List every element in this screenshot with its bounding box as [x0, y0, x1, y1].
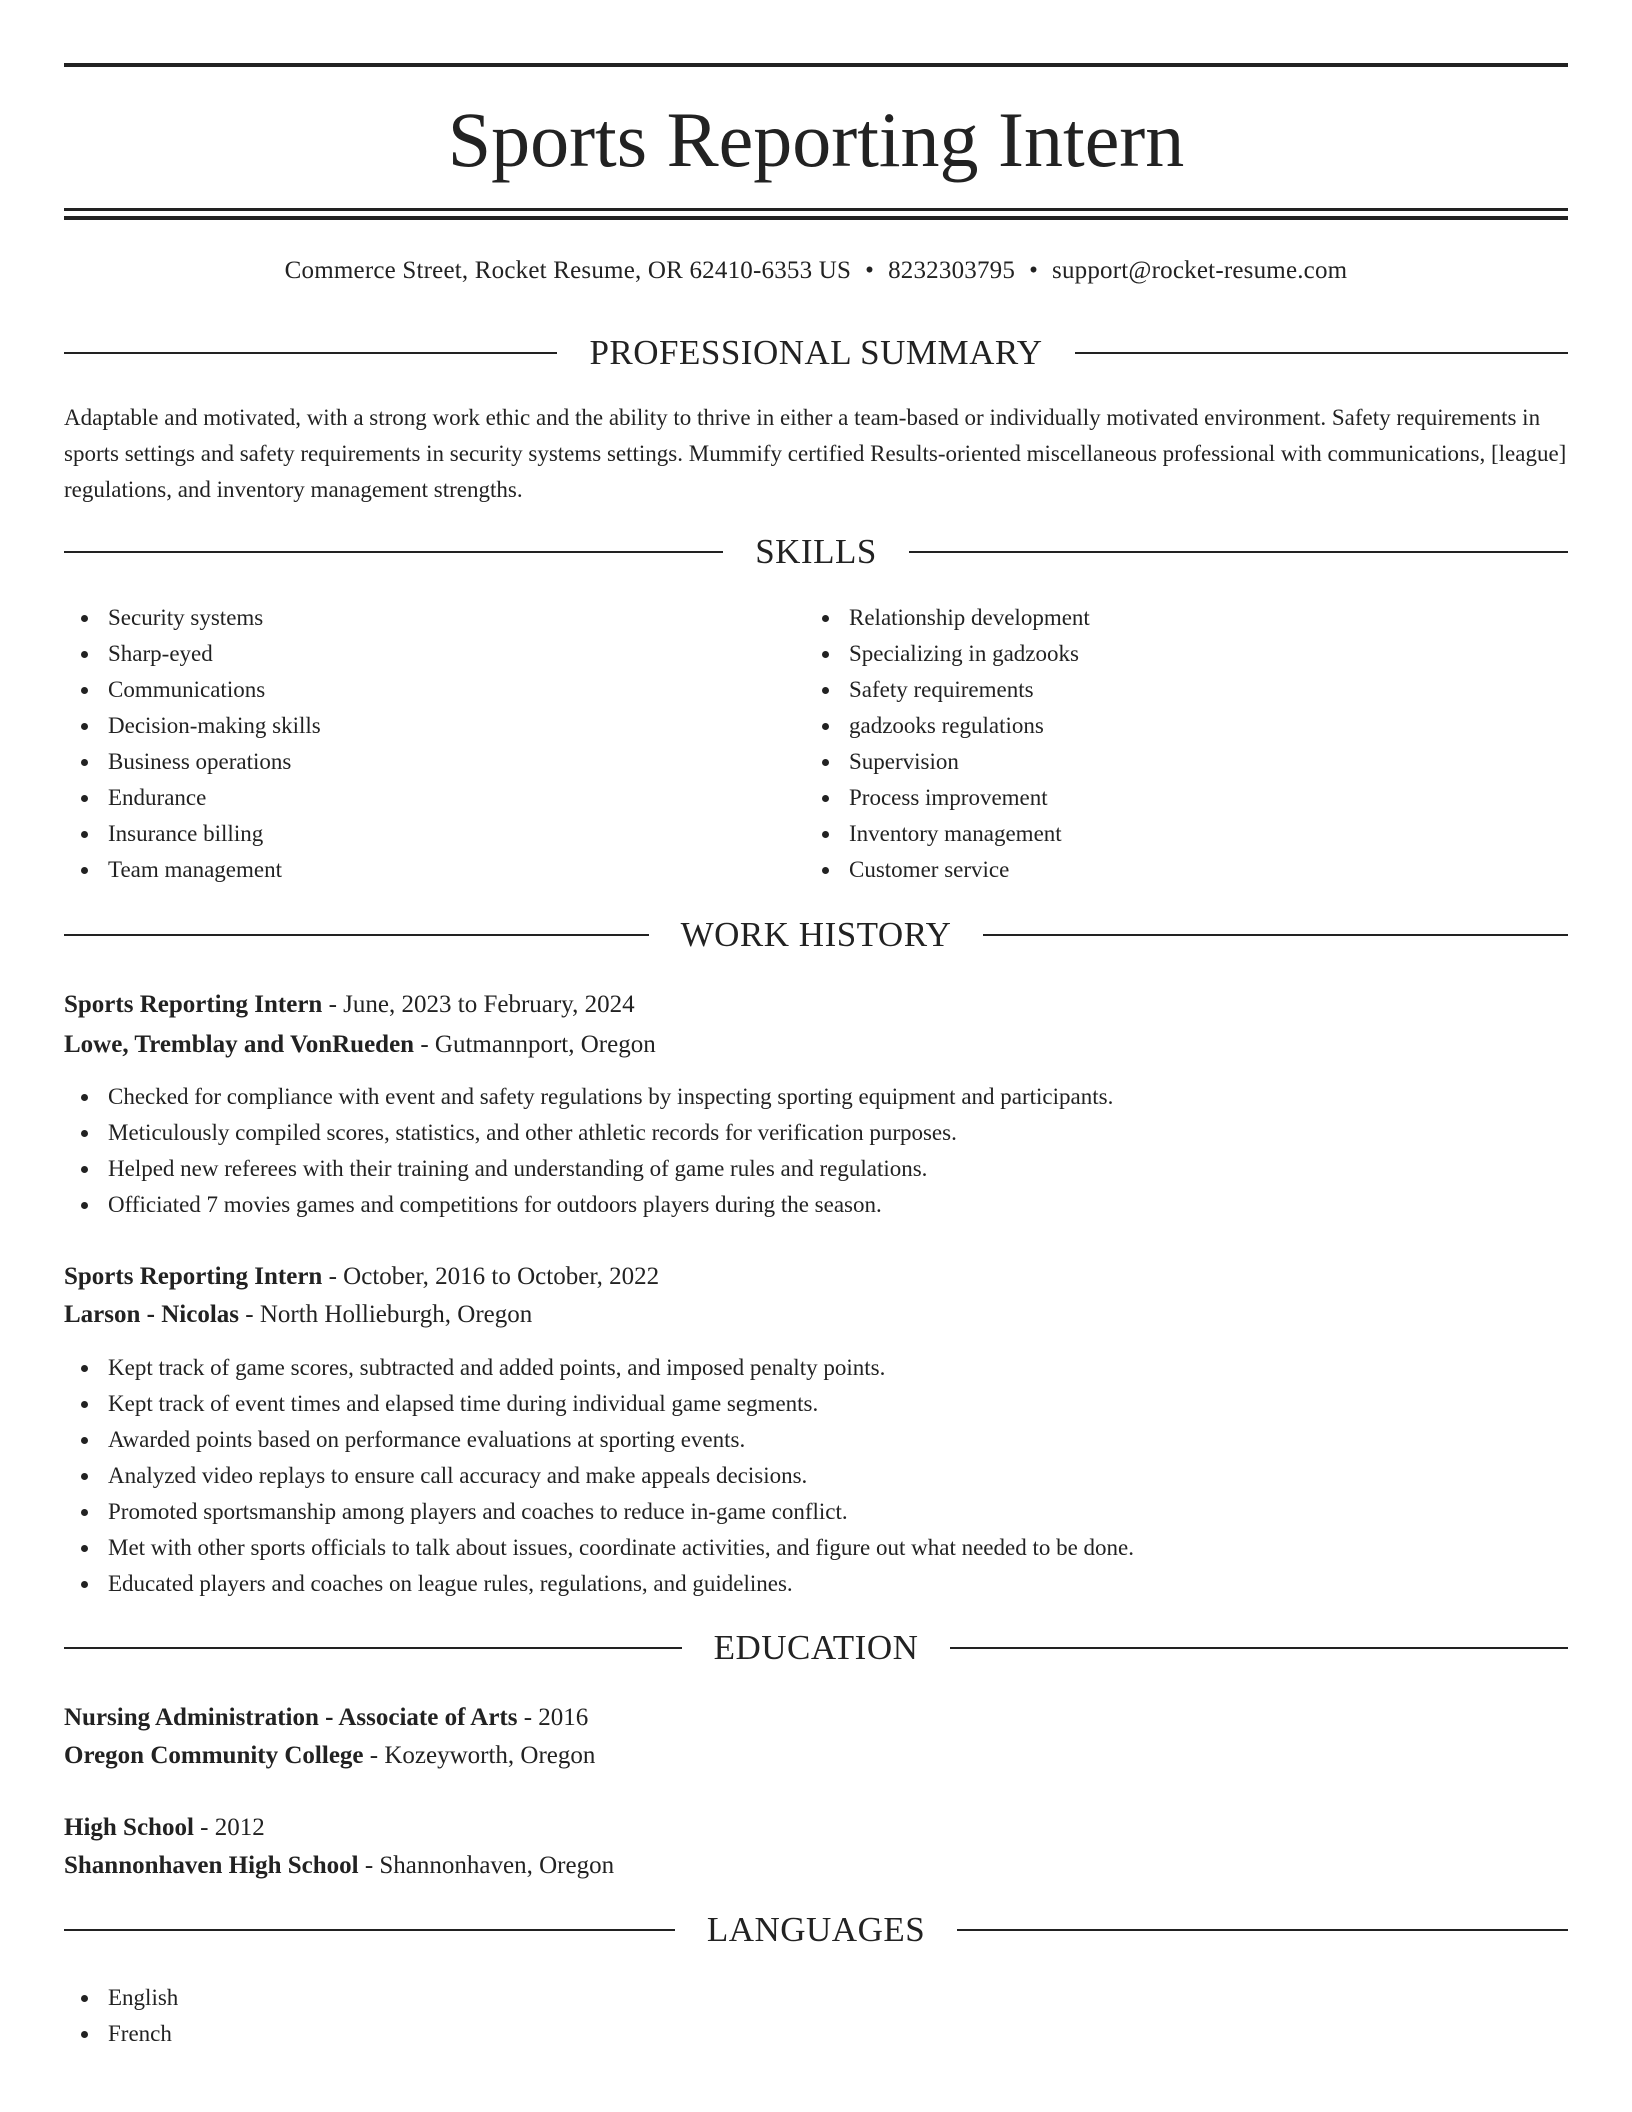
skill-item: Safety requirements: [805, 672, 1505, 708]
education-school: Oregon Community College: [64, 1742, 364, 1769]
languages-section-heading: [64, 1908, 1568, 1952]
education-location: - Kozeyworth, Oregon: [363, 1742, 596, 1769]
skills-section-heading: [64, 530, 1568, 574]
job-duty: Awarded points based on performance evaluations at sporting events.: [64, 1422, 1568, 1458]
job-title: Sports Reporting Intern: [64, 991, 323, 1018]
job-duty: Meticulously compiled scores, statistics, and other athletic records for verification purposes.: [64, 1115, 1568, 1151]
language-item: French: [64, 2016, 1568, 2052]
job-title-line: [64, 1259, 1568, 1295]
contact-phone: 8232303795: [888, 257, 1016, 284]
skill-item: Customer service: [805, 852, 1505, 888]
candidate-name: Sports Reporting Intern: [447, 96, 1185, 183]
job-title: Sports Reporting Intern: [64, 1263, 323, 1290]
job-duty: Officiated 7 movies games and competitions for outdoors players during the season.: [64, 1187, 1568, 1223]
education-degree: Nursing Administration - Associate of Arts: [64, 1704, 518, 1731]
job-duty: Promoted sportsmanship among players and coaches to reduce in-game conflict.: [64, 1494, 1568, 1530]
skill-item: Inventory management: [805, 816, 1505, 852]
skill-item: Endurance: [64, 780, 764, 816]
job-duty: Kept track of event times and elapsed time during individual game segments.: [64, 1386, 1568, 1422]
skill-item: Sharp-eyed: [64, 636, 764, 672]
languages-list: [64, 1980, 1568, 2052]
education-degree: High School: [64, 1814, 194, 1841]
contact-separator: •: [1029, 257, 1039, 284]
job-duties-list: [64, 1079, 1568, 1223]
section-title: SKILLS: [755, 532, 877, 571]
skill-item: gadzooks regulations: [805, 708, 1505, 744]
skill-item: Process improvement: [805, 780, 1505, 816]
job-location: - Gutmannport, Oregon: [414, 1031, 656, 1058]
job-duty: Analyzed video replays to ensure call accuracy and make appeals decisions.: [64, 1458, 1568, 1494]
summary-section-heading: [64, 331, 1568, 375]
top-rule: [64, 63, 1568, 67]
job-company: Larson - Nicolas: [64, 1301, 239, 1328]
education-school-line: [64, 1848, 1568, 1884]
job-company-line: [64, 1297, 1568, 1333]
job-duty: Helped new referees with their training and understanding of game rules and regulations.: [64, 1151, 1568, 1187]
job-duty: Educated players and coaches on league rules, regulations, and guidelines.: [64, 1566, 1568, 1602]
skill-item: Decision-making skills: [64, 708, 764, 744]
skill-item: Relationship development: [805, 600, 1505, 636]
work-section-heading: [64, 913, 1568, 957]
skill-item: Specializing in gadzooks: [805, 636, 1505, 672]
summary-text: Adaptable and motivated, with a strong work ethic and the ability to thrive in either a team-based or individually motivated environment. Safety requirements in sports settings and safety requirements in security systems settings. Mummify certified Results-oriented miscellaneous professional with communications, [league] regulations, and inventory management strengths.: [64, 405, 1567, 502]
skills-list-left: [64, 600, 764, 888]
contact-email: support@rocket-resume.com: [1052, 257, 1348, 284]
section-title: LANGUAGES: [706, 1910, 926, 1949]
contact-separator: •: [865, 257, 875, 284]
job-company: Lowe, Tremblay and VonRueden: [64, 1031, 415, 1058]
job-dates: - June, 2023 to February, 2024: [322, 991, 635, 1018]
skill-item: Supervision: [805, 744, 1505, 780]
language-item: English: [64, 1980, 1568, 2016]
job-duty: Kept track of game scores, subtracted and added points, and imposed penalty points.: [64, 1350, 1568, 1386]
education-year: - 2016: [517, 1704, 589, 1731]
skill-item: Insurance billing: [64, 816, 764, 852]
education-degree-line: [64, 1700, 1568, 1736]
job-duties-list: [64, 1350, 1568, 1602]
section-title: WORK HISTORY: [680, 915, 952, 954]
skill-item: Team management: [64, 852, 764, 888]
job-location: - North Hollieburgh, Oregon: [239, 1301, 533, 1328]
contact-address: Commerce Street, Rocket Resume, OR 62410-6353 US: [284, 257, 852, 284]
job-duty: Checked for compliance with event and safety regulations by inspecting sporting equipment and participants.: [64, 1079, 1568, 1115]
education-school-line: [64, 1738, 1568, 1774]
header-double-rule: [64, 208, 1568, 220]
education-location: - Shannonhaven, Oregon: [358, 1852, 615, 1879]
job-dates: - October, 2016 to October, 2022: [322, 1263, 660, 1290]
section-title: PROFESSIONAL SUMMARY: [589, 333, 1043, 372]
section-title: EDUCATION: [713, 1628, 919, 1667]
job-duty: Met with other sports officials to talk about issues, coordinate activities, and figure out what needed to be done.: [64, 1530, 1568, 1566]
job-company-line: [64, 1027, 1568, 1063]
job-title-line: [64, 987, 1568, 1023]
education-school: Shannonhaven High School: [64, 1852, 359, 1879]
education-degree-line: [64, 1810, 1568, 1846]
skill-item: Security systems: [64, 600, 764, 636]
contact-line: [64, 254, 1568, 288]
education-year: - 2012: [193, 1814, 265, 1841]
skill-item: Business operations: [64, 744, 764, 780]
skills-list-right: [805, 600, 1505, 888]
education-section-heading: [64, 1626, 1568, 1670]
skill-item: Communications: [64, 672, 764, 708]
